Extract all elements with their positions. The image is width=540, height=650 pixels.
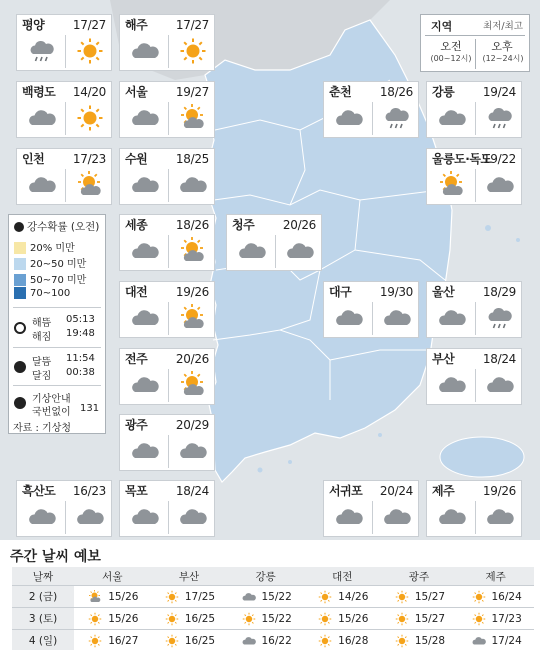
weekly-cell (151, 586, 228, 608)
city-card (119, 14, 215, 71)
legend-item (14, 255, 86, 270)
sunset-time: 19:48 (66, 328, 95, 339)
sun-icon (316, 612, 334, 626)
info-label-2: 국번없이 (32, 407, 71, 418)
ulleungdo-island (485, 225, 491, 231)
raindrop-icon (14, 222, 24, 232)
weather-info-line (14, 390, 102, 418)
cloud-icon (130, 171, 160, 199)
city-card (16, 148, 112, 205)
city-name: 대전 (125, 285, 148, 299)
cloud-icon (334, 104, 364, 132)
weekly-temp: 15/27 (414, 590, 446, 603)
weekly-header-row (12, 567, 534, 586)
key-pm-label: 오후 (491, 40, 513, 53)
cloud-icon (178, 503, 208, 531)
city-temp: 20/26 (175, 352, 209, 366)
header-city: 부산 (151, 567, 228, 586)
precipitation-legend (8, 214, 106, 434)
city-card (119, 480, 215, 537)
cloud-icon (237, 237, 267, 265)
cloud-icon (130, 104, 160, 132)
header-city: 서울 (74, 567, 151, 586)
cloud-icon (130, 37, 160, 65)
legend-swatch (14, 287, 26, 299)
weekly-cell (74, 586, 151, 608)
weekly-temp: 15/28 (414, 634, 446, 647)
weekly-forecast (0, 540, 540, 650)
cloud-rain-icon (27, 37, 57, 65)
city-name: 울산 (432, 285, 455, 299)
sun-icon (86, 612, 104, 626)
city-temp: 18/24 (175, 484, 209, 498)
sun-icon (393, 634, 411, 648)
weekly-date: 2 (금) (12, 586, 74, 608)
sun-icon (393, 612, 411, 626)
data-source: 자료 : 기상청 (13, 423, 72, 434)
weekly-temp: 16/24 (491, 590, 522, 603)
city-name: 흑산도 (22, 484, 56, 498)
cloud-icon (27, 171, 57, 199)
weekly-temp: 15/27 (414, 612, 446, 625)
city-card (426, 348, 522, 405)
city-card (426, 281, 522, 338)
city-card (323, 480, 419, 537)
city-name: 전주 (125, 352, 148, 366)
sun-icon (470, 590, 488, 604)
cloud-icon (240, 634, 258, 648)
city-temp: 20/29 (175, 418, 209, 432)
weekly-date: 3 (토) (12, 608, 74, 630)
city-temp: 18/25 (175, 152, 209, 166)
cloud-icon (334, 503, 364, 531)
sun-icon (75, 104, 105, 132)
city-name: 대구 (329, 285, 352, 299)
cloud-icon (130, 503, 160, 531)
city-card (226, 214, 322, 271)
weekly-temp: 16/25 (184, 634, 216, 647)
header-city: 대전 (304, 567, 381, 586)
city-name: 제주 (432, 484, 455, 498)
weekly-temp: 16/28 (338, 634, 369, 647)
weekly-title: 주간 날씨 예보 (10, 549, 101, 565)
cloud-icon (27, 503, 57, 531)
legend-item-label: 50~70 미만 (30, 275, 87, 286)
key-minmax-label: 최저/최고 (483, 21, 523, 32)
weekly-cell (457, 608, 534, 630)
sun-icon (163, 634, 181, 648)
city-card (119, 281, 215, 338)
cloud-icon (334, 304, 364, 332)
city-temp: 17/27 (175, 18, 209, 32)
city-name: 백령도 (22, 85, 56, 99)
weekly-cell (74, 608, 151, 630)
city-name: 울릉도·독도 (432, 152, 492, 166)
city-temp: 19/24 (482, 85, 516, 99)
weekly-temp: 16/22 (261, 634, 292, 647)
weekly-cell (74, 630, 151, 650)
city-card (119, 214, 215, 271)
sun-times (14, 314, 102, 344)
weekly-cell (227, 608, 304, 630)
city-card (119, 148, 215, 205)
info-icon (14, 397, 26, 409)
weekly-temp: 15/22 (261, 590, 292, 603)
city-temp: 18/26 (379, 85, 413, 99)
sun-icon (86, 634, 104, 648)
legend-item-label: 70~100 (30, 288, 71, 299)
city-temp: 14/20 (72, 85, 106, 99)
city-temp: 18/29 (482, 285, 516, 299)
city-card (119, 348, 215, 405)
city-temp: 18/26 (175, 218, 209, 232)
sun-icon (75, 37, 105, 65)
city-name: 서울 (125, 85, 148, 99)
weekly-temp: 16/27 (108, 634, 139, 647)
cloud-icon (485, 371, 515, 399)
cloud-icon (437, 503, 467, 531)
city-card (323, 81, 419, 138)
legend-title-row (14, 219, 99, 234)
cloud-icon (178, 437, 208, 465)
legend-item-label: 20~50 미만 (30, 259, 87, 270)
city-card (323, 281, 419, 338)
weekly-cell (304, 630, 381, 650)
sun-cloud-icon (178, 371, 208, 399)
sunrise-label: 해뜸 (32, 318, 52, 329)
cloud-icon (485, 171, 515, 199)
weekly-temp: 17/23 (491, 612, 522, 625)
city-temp: 19/27 (175, 85, 209, 99)
sun-cloud-icon (86, 590, 104, 604)
sunset-label: 해짐 (32, 332, 52, 343)
weekly-cell (457, 586, 534, 608)
cloud-icon (437, 104, 467, 132)
city-name: 평양 (22, 18, 45, 32)
city-name: 해주 (125, 18, 148, 32)
weekly-cell (304, 586, 381, 608)
weekly-temp: 17/25 (184, 590, 216, 603)
cloud-icon (240, 590, 258, 604)
cloud-icon (130, 371, 160, 399)
city-temp: 20/24 (379, 484, 413, 498)
cloud-icon (178, 171, 208, 199)
cloud-icon (285, 237, 315, 265)
weekly-cell (457, 630, 534, 650)
weekly-temp: 17/24 (491, 634, 522, 647)
legend-item-label: 20% 미만 (30, 243, 75, 254)
sun-icon (393, 590, 411, 604)
header-city: 광주 (381, 567, 458, 586)
cloud-icon (130, 437, 160, 465)
legend-swatch (14, 242, 26, 254)
city-card (426, 81, 522, 138)
moonset-label: 달짐 (32, 371, 52, 382)
sun-icon (178, 37, 208, 65)
cloud-icon (130, 304, 160, 332)
sun-cloud-icon (437, 171, 467, 199)
sunrise-sunset-icon (14, 322, 26, 334)
sun-icon (316, 590, 334, 604)
sun-cloud-icon (178, 237, 208, 265)
city-name: 청주 (232, 218, 255, 232)
moonrise-time: 11:54 (66, 353, 95, 364)
city-name: 강릉 (432, 85, 455, 99)
jeju-island (440, 437, 524, 477)
city-name: 서귀포 (329, 484, 363, 498)
moon-times (14, 353, 102, 383)
legend-swatch (14, 274, 26, 286)
cloud-icon (130, 237, 160, 265)
cloud-icon (382, 304, 412, 332)
cloud-icon (470, 634, 488, 648)
city-name: 춘천 (329, 85, 352, 99)
info-number: 131 (80, 403, 100, 414)
moonset-time: 00:38 (66, 367, 95, 378)
city-temp: 19/26 (175, 285, 209, 299)
sun-cloud-icon (178, 104, 208, 132)
city-name: 인천 (22, 152, 45, 166)
weekly-date: 4 (일) (12, 630, 74, 650)
header-date: 날짜 (12, 567, 74, 586)
info-label-1: 기상안내 (32, 394, 71, 405)
weekly-cell (304, 608, 381, 630)
legend-title: 강수확률 (오전) (27, 221, 100, 233)
city-temp: 20/26 (282, 218, 316, 232)
key-am-label: 오전 (440, 40, 462, 53)
sun-icon (163, 590, 181, 604)
weekly-table (12, 567, 534, 650)
dokdo-island (516, 238, 520, 242)
city-temp: 19/26 (482, 484, 516, 498)
cloud-rain-icon (485, 304, 515, 332)
header-city: 강릉 (227, 567, 304, 586)
city-name: 광주 (125, 418, 148, 432)
weekly-cell (227, 630, 304, 650)
weekly-cell (381, 586, 458, 608)
city-card (16, 480, 112, 537)
city-temp: 19/30 (379, 285, 413, 299)
city-name: 목포 (125, 484, 148, 498)
legend-key-box (420, 14, 530, 72)
weekly-temp: 14/26 (338, 590, 369, 603)
weekly-cell (381, 608, 458, 630)
weekly-cell (227, 586, 304, 608)
legend-swatch (14, 258, 26, 270)
city-temp: 16/23 (72, 484, 106, 498)
city-temp: 18/24 (482, 352, 516, 366)
weekly-temp: 15/26 (108, 590, 139, 603)
city-name: 부산 (432, 352, 455, 366)
city-temp: 17/23 (72, 152, 106, 166)
sunrise-time: 05:13 (66, 314, 95, 325)
legend-item (14, 287, 70, 299)
weekly-temp: 15/26 (338, 612, 369, 625)
weekly-row (12, 608, 534, 630)
weekly-cell (151, 630, 228, 650)
key-am-hours: (00~12시) (430, 54, 472, 63)
moonrise-label: 달뜸 (32, 357, 52, 368)
legend-item (14, 271, 86, 286)
city-card (119, 81, 215, 138)
sun-cloud-icon (75, 171, 105, 199)
sun-icon (240, 612, 258, 626)
weekly-temp: 15/22 (261, 612, 292, 625)
weekly-row (12, 586, 534, 608)
sun-icon (163, 612, 181, 626)
weekly-temp: 16/25 (184, 612, 216, 625)
sun-icon (316, 634, 334, 648)
sun-icon (470, 612, 488, 626)
cloud-icon (437, 304, 467, 332)
city-card (426, 148, 522, 205)
city-name: 세종 (125, 218, 148, 232)
weekly-row (12, 630, 534, 650)
city-temp: 17/27 (72, 18, 106, 32)
cloud-icon (27, 104, 57, 132)
weekly-body (12, 586, 534, 650)
weekly-cell (381, 630, 458, 650)
city-name: 수원 (125, 152, 148, 166)
cloud-rain-icon (382, 104, 412, 132)
weekly-cell (151, 608, 228, 630)
cloud-icon (382, 503, 412, 531)
cloud-icon (437, 371, 467, 399)
cloud-icon (75, 503, 105, 531)
city-card (16, 14, 112, 71)
weekly-temp: 15/26 (108, 612, 139, 625)
cloud-rain-icon (485, 104, 515, 132)
key-pm-hours: (12~24시) (482, 54, 524, 63)
city-card (426, 480, 522, 537)
city-temp: 19/22 (482, 152, 516, 166)
cloud-icon (485, 503, 515, 531)
legend-item (14, 239, 75, 254)
city-card (119, 414, 215, 471)
moon-icon (14, 361, 26, 373)
city-card (16, 81, 112, 138)
key-region-label: 지역 (431, 20, 453, 33)
header-city: 제주 (457, 567, 534, 586)
sun-cloud-icon (178, 304, 208, 332)
